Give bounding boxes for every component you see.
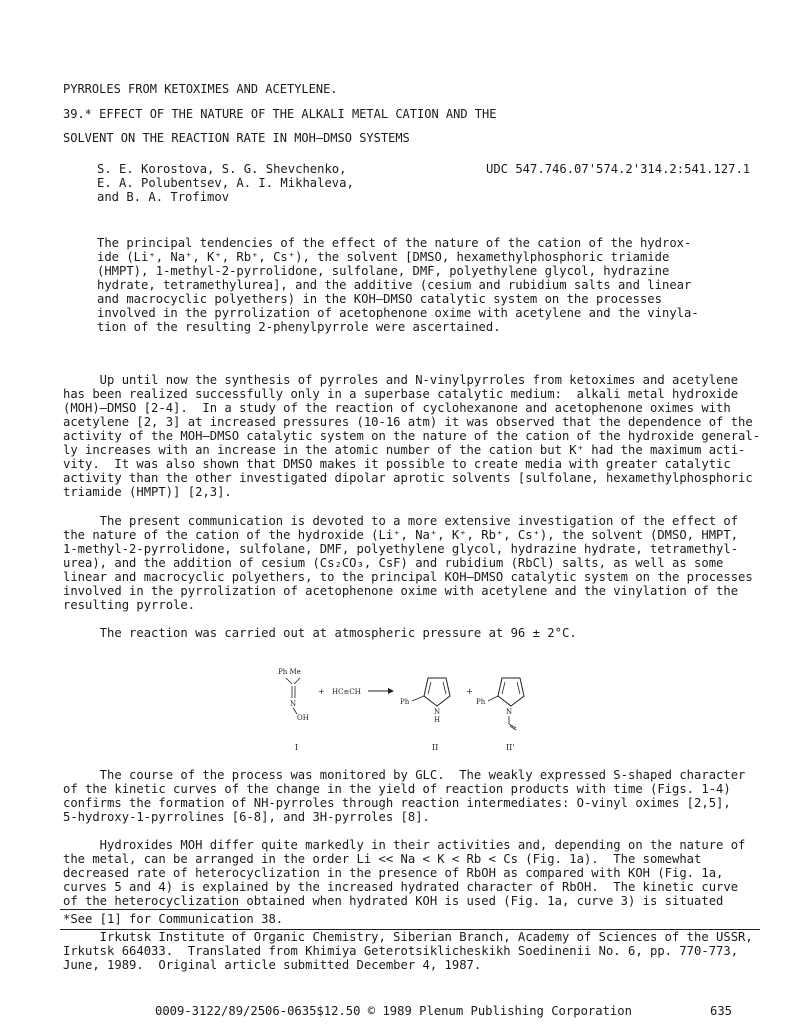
abstract: The principal tendencies of the effect of the nature of the cation of the hydrox- ide (Li⁺, Na⁺, K⁺, Rb⁺, Cs⁺), the solvent [DMSO, hexamethylphosphoric triamide (HMPT), 1-methyl-2-pyrrolidone, sulfolane, DMF, polyethylene glycol, hydrazine hydrate, tetramethylurea], and the additive (cesium and rubidium salts and linear and macrocyclic polyethers) in the KOH—DMSO catalytic system on the processes involved in the pyrrolization of acetophenone oxime with acetylene and the vinyla- tion of the resulting 2-phenylpyrrole were ascertained. [97,236,699,334]
scheme-oxime-n: N [290,700,297,708]
footnote-rule [60,909,250,910]
reaction-scheme [270,662,530,762]
scheme-ph-iii: Ph [476,698,486,706]
udc-code: UDC 547.746.07'574.2'314.2:541.127.1 [486,162,751,176]
scheme-bond [412,696,424,701]
scheme-ph-ii: Ph [400,698,410,706]
scheme-nh-n: N [434,708,441,716]
scheme-bond [488,696,498,701]
scheme-bond [286,678,292,684]
scheme-label-iii: II' [506,743,515,752]
authors: S. E. Korostova, S. G. Shevchenko, E. A. Polubentsev, A. I. Mikhaleva, and B. A. Trofimov [97,162,354,204]
scheme-plus-2: + [466,687,473,696]
body-paragraph-3: The reaction was carried out at atmospheric pressure at 96 ± 2°C. [63,626,577,640]
scheme-vinyl-n: N [506,708,513,716]
reaction-scheme-drawing [270,662,530,762]
scheme-pyrrole-ring-ii [424,678,450,706]
scheme-acetylene: HC≡CH [332,688,361,696]
scheme-arrow-head [388,688,394,694]
title-line-1: PYRROLES FROM KETOXIMES AND ACETYLENE. [63,82,338,96]
scheme-label-ii: II [432,743,439,752]
body-paragraph-1: Up until now the synthesis of pyrroles and N-vinylpyrroles from ketoximes and acetylene has been realized successfully only in a superbase catalytic medium: alkali metal hydroxide (MOH)—DMSO [2-4]. In a study of the reaction of cyclohexanone and acetophenone oximes with acetylene [2, 3] at increased pressures (10-16 atm) it was observed that the dependence of the activity of the MOH—DMSO catalytic system on the nature of the cation of the hydroxide general- ly increases with an increase in the atomic number of the cation but K⁺ had the maximum acti- vity. It was also shown that DMSO makes it possible to create media with greater catalytic activity than the other investigated dipolar aprotic solvents [sulfolane, hexamethylphosphoric triamide (HMPT)] [2,3]. [63,373,761,499]
footnote: *See [1] for Communication 38. [63,912,284,926]
scheme-label-i: I [295,743,299,752]
scheme-double-bond [502,682,505,694]
title-line-2: 39.* EFFECT OF THE NATURE OF THE ALKALI METAL CATION AND THE [63,107,497,121]
body-paragraph-4: The course of the process was monitored by GLC. The weakly expressed S-shaped character of the kinetic curves of the change in the yield of reaction products with time (Figs. 1-4) confirms the formation of NH-pyrroles through reaction intermediates: O-vinyl oximes [2,5], 5-hydroxy-1-pyrrolines [6-8], and 3H-pyrroles [8]. [63,768,746,824]
page-number: 635 [710,1004,733,1018]
scheme-oh: OH [297,714,309,722]
footer-copyright: 0009-3122/89/2506-0635$12.50 © 1989 Plenum Publishing Corporation [155,1004,632,1018]
scheme-bond [294,678,300,684]
title-line-3: SOLVENT ON THE REACTION RATE IN MOH—DMSO SYSTEMS [63,131,410,145]
body-paragraph-2: The present communication is devoted to a more extensive investigation of the effect of the nature of the cation of the hydroxide (Li⁺, Na⁺, K⁺, Rb⁺, Cs⁺), the solvent (DMSO, HMPT, 1-methyl-2-pyrrolidone, sulfolane, DMF, polyethylene glycol, hydrazine hydrate, tetramethyl- urea), and the addition of cesium (Cs₂CO₃, CsF) and rubidium (RbCl) salts, as well as some linear and macrocyclic polyethers, to the principal KOH—DMSO catalytic system on the processes involved in the pyrrolization of acetophenone oxime with acetylene and the vinylation of the resulting pyrrole. [63,514,753,612]
scheme-double-bond [443,682,446,694]
scheme-plus-1: + [318,687,325,696]
scheme-nh-h: H [434,716,441,724]
scheme-double-bond [428,682,431,694]
body-paragraph-5: Hydroxides MOH differ quite markedly in their activities and, depending on the nature of the metal, can be arranged in the order Li << Na < K < Rb < Cs (Fig. 1a). The somewhat decreased rate of heterocyclization in the presence of RbOH as compared with KOH (Fig. 1a, curves 5 and 4) is explained by the increased hydrated character of RbOH. The kinetic curve of the heterocyclization obtained when hydrated KOH is used (Fig. 1a, curve 3) is situated [63,838,746,908]
affiliation: Irkutsk Institute of Organic Chemistry, Siberian Branch, Academy of Sciences of the USSR, Irkutsk 664033. Translated from Khimiya Geterotsiklicheskikh Soedinenii No. 6, pp. 770-773, June, 1989. Original article submitted December 4, 1987. [63,930,753,972]
scheme-double-bond [517,682,520,694]
scheme-pyrrole-ring-iii [498,678,524,706]
scheme-ph-me: Ph Me [278,668,301,676]
